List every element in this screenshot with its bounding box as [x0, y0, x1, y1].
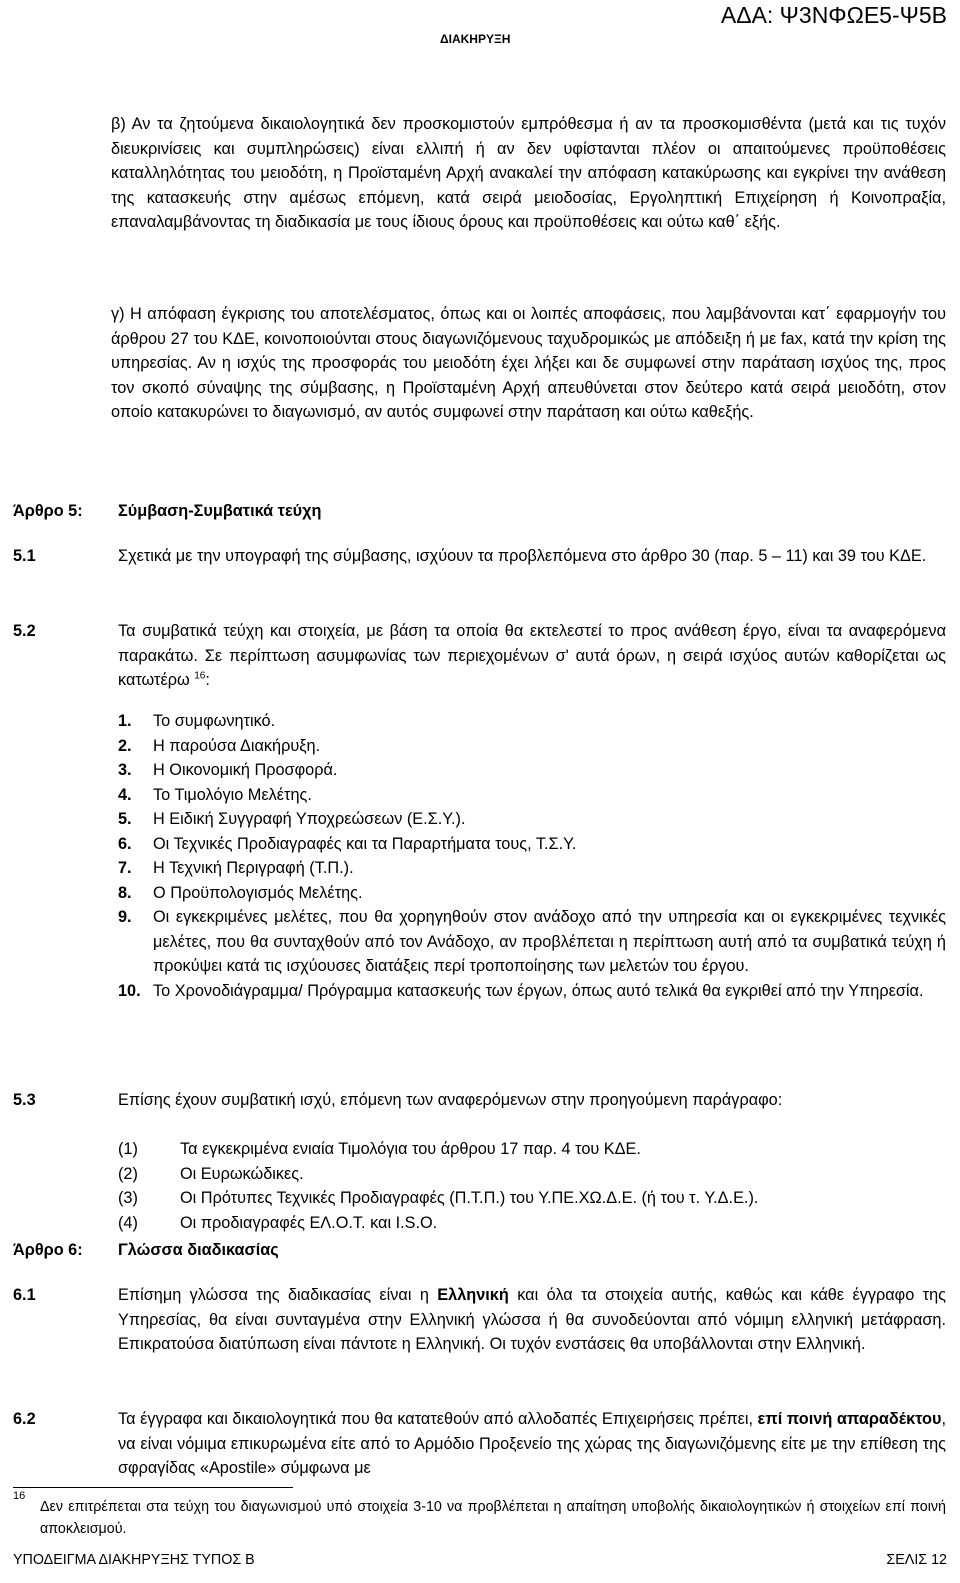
- list-item-number: (1): [118, 1140, 138, 1158]
- list-item: [118, 905, 946, 979]
- list-item-number: 6.: [118, 834, 132, 853]
- section-5-3-number: 5.3: [13, 1091, 36, 1109]
- list-item: [118, 1186, 946, 1211]
- section-6-2-text: [118, 1407, 946, 1481]
- section-5-2-number: 5.2: [13, 622, 36, 640]
- article-6-number: Άρθρο 6:: [13, 1241, 83, 1259]
- contract-documents-list: [118, 709, 946, 1003]
- list-item-text: Οι Πρότυπες Τεχνικές Προδιαγραφές (Π.Τ.Π.) του Υ.ΠΕ.ΧΩ.Δ.Ε. (ή του τ. Υ.Δ.Ε.).: [180, 1189, 759, 1207]
- list-item: [118, 832, 946, 857]
- list-item-number: (4): [118, 1213, 138, 1232]
- section-6-2-part-b: , να είναι νόμιμα επικυρωμένα είτε από το Αρμόδιο Προξενείο της χώρας της διαγωνιζόμενης είτε με την επίθεση της σφραγίδας «Apostile» σύμφωνα με: [118, 1410, 946, 1477]
- list-item: [118, 979, 946, 1004]
- list-item-text: Οι Ευρωκώδικες.: [180, 1164, 304, 1183]
- section-6-2-number: 6.2: [13, 1410, 36, 1428]
- article-5-title: Σύμβαση-Συμβατικά τεύχη: [118, 502, 322, 520]
- footer-document-title: ΥΠΟΔΕΙΓΜΑ ΔΙΑΚΗΡΥΞΗΣ ΤΥΠΟΣ Β: [13, 1552, 255, 1568]
- section-6-1-part-b: και όλα τα στοιχεία αυτής, καθώς και κάθε έγγραφο της Υπηρεσίας, θα είναι συνταγμένα στην Ελληνική γλώσσα ή θα συνοδεύονται από νόμιμη ελληνική μετάφραση. Επικρατούσα διατύπωση είναι πάντοτε η Ελληνική. Οι τυχόν ενστάσεις θα υποβάλλονται στην Ελληνική.: [118, 1286, 946, 1353]
- list-item: [118, 1211, 946, 1236]
- list-item-number: 2.: [118, 736, 132, 755]
- list-item-number: 10.: [118, 981, 141, 1000]
- list-item-number: 4.: [118, 785, 132, 804]
- ada-code: ΑΔΑ: Ψ3ΝΦΩΕ5-Ψ5Β: [720, 2, 947, 28]
- list-item-text: Οι εγκεκριμένες μελέτες, που θα χορηγηθούν στον ανάδοχο από την υπηρεσία και οι εγκεκριμένες τεχνικές μελέτες, που θα συνταχθούν από τον Ανάδοχο, αν προβλέπεται η περίπτωση αυτή από τα συμβατικά τεύχη ή προκύψει κατά τις ισχύουσες διατάξεις περί τροποποίησης των μελετών του έργου.: [153, 908, 946, 975]
- list-item-number: 1.: [118, 712, 132, 730]
- list-item-text: Η Τεχνική Περιγραφή (Τ.Π.).: [153, 859, 354, 877]
- footnote-text: Δεν επιτρέπεται στα τεύχη του διαγωνισμού υπό στοιχεία 3-10 να προβλέπεται η απαίτηση υποβολής δικαιολογητικών ή στοιχείων επί ποινή αποκλεισμού.: [40, 1499, 946, 1537]
- list-item: [118, 881, 946, 906]
- footnote-ref-16[interactable]: 16: [194, 670, 206, 682]
- additional-documents-list: [118, 1137, 946, 1235]
- list-item-number: 9.: [118, 908, 132, 926]
- list-item-text: Οι Τεχνικές Προδιαγραφές και τα Παραρτήματα τους, Τ.Σ.Υ.: [153, 834, 577, 853]
- footnote-divider: [13, 1487, 293, 1488]
- section-5-2-text: [118, 619, 946, 693]
- list-item: [118, 1162, 946, 1187]
- section-5-1-number: 5.1: [13, 547, 36, 565]
- section-6-1-part-a: Επίσημη γλώσσα της διαδικασίας είναι η: [118, 1286, 429, 1304]
- section-5-2-colon: :: [205, 671, 210, 689]
- document-type-label: ΔΙΑΚΗΡΥΞΗ: [440, 32, 511, 46]
- paragraph-c: γ) Η απόφαση έγκρισης του αποτελέσματος, όπως και οι λοιπές αποφάσεις, που λαμβάνονται κατ΄ εφαρμογήν του άρθρου 27 του ΚΔΕ, κοινοποιούνται στους διαγωνιζόμενους ταχυδρομικώς με απόδειξη ή με fax, κατά την κρίση της υπηρεσίας. Αν η ισχύς της προσφοράς του μειοδότη έχει λήξει και δε συμφωνεί στην παράταση ισχύος της, προς τον σκοπό σύναψης της σύμβασης, η Προϊσταμένη Αρχή απευθύνεται στον δεύτερο κατά σειρά μειοδότη, στον οποίο κατακυρώνει το διαγωνισμό, αν αυτός συμφωνεί στην παράταση και ούτω καθεξής.: [111, 305, 946, 421]
- list-item-number: (2): [118, 1164, 138, 1183]
- list-item: [118, 856, 946, 881]
- list-item: [118, 783, 946, 808]
- list-item-text: Το Χρονοδιάγραμμα/ Πρόγραμμα κατασκευής των έργων, όπως αυτό τελικά θα εγκριθεί από την Υπηρεσία.: [153, 981, 924, 1000]
- list-item: [118, 709, 946, 734]
- footnote-marker: 16: [13, 1490, 26, 1502]
- article-6-title: Γλώσσα διαδικασίας: [118, 1241, 279, 1259]
- list-item-text: Η παρούσα Διακήρυξη.: [153, 736, 321, 755]
- list-item-number: 7.: [118, 859, 132, 877]
- section-6-1-text: [118, 1283, 946, 1357]
- list-item-text: Το συμφωνητικό.: [153, 712, 276, 730]
- list-item-text: Τα εγκεκριμένα ενιαία Τιμολόγια του άρθρου 17 παρ. 4 του ΚΔΕ.: [180, 1140, 641, 1158]
- section-5-3-text: Επίσης έχουν συμβατική ισχύ, επόμενη των αναφερόμενων στην προηγούμενη παράγραφο:: [118, 1091, 783, 1109]
- list-item: [118, 758, 946, 783]
- list-item-number: (3): [118, 1189, 138, 1207]
- list-item-text: Το Τιμολόγιο Μελέτης.: [153, 785, 312, 804]
- section-6-1-bold: Ελληνική: [437, 1286, 509, 1304]
- list-item: [118, 734, 946, 759]
- list-item: [118, 1137, 946, 1162]
- article-5-number: Άρθρο 5:: [13, 502, 83, 520]
- list-item-number: 8.: [118, 883, 132, 902]
- section-6-2-part-a: Τα έγγραφα και δικαιολογητικά που θα κατατεθούν από αλλοδαπές Επιχειρήσεις πρέπει,: [118, 1410, 753, 1428]
- list-item-text: Ο Προϋπολογισμός Μελέτης.: [153, 883, 363, 902]
- list-item-number: 5.: [118, 810, 132, 828]
- paragraph-b: β) Αν τα ζητούμενα δικαιολογητικά δεν προσκομιστούν εμπρόθεσμα ή αν τα προσκομισθέντα (μετά και τις τυχόν διευκρινίσεις και συμπληρώσεις) είναι ελλιπή ή αν δεν υφίστανται πλέον οι απαιτούμενες προϋποθέσεις καταλληλότητας του μειοδότη, η Προϊσταμένη Αρχή ανακαλεί την απόφαση κατακύρωσης και εγκρίνει την ανάθεση της κατασκευής στην αμέσως επόμενη, κατά σειρά μειοδοσίας, Εργοληπτική Επιχείρηση ή Κοινοπραξία, επαναλαμβάνοντας τη διαδικασία με τους ίδιους όρους και προϋποθέσεις και ούτω καθ΄ εξής.: [111, 115, 946, 231]
- section-5-1-text: Σχετικά με την υπογραφή της σύμβασης, ισχύουν τα προβλεπόμενα στο άρθρο 30 (παρ. 5 – 11) και 39 του ΚΔΕ.: [118, 547, 927, 565]
- list-item-number: 3.: [118, 761, 132, 779]
- list-item-text: Οι προδιαγραφές ΕΛ.Ο.Τ. και I.S.O.: [180, 1213, 438, 1232]
- list-item-text: Η Οικονομική Προσφορά.: [153, 761, 338, 779]
- list-item: [118, 807, 946, 832]
- section-6-1-number: 6.1: [13, 1286, 36, 1304]
- section-6-2-bold: επί ποινή απαραδέκτου: [757, 1410, 942, 1428]
- list-item-text: Η Ειδική Συγγραφή Υποχρεώσεων (Ε.Σ.Υ.).: [153, 810, 466, 828]
- footer-page-number: ΣΕΛΙΣ 12: [886, 1552, 947, 1568]
- section-5-2-body: Τα συμβατικά τεύχη και στοιχεία, με βάση τα οποία θα εκτελεστεί το προς ανάθεση έργο, είναι τα αναφερόμενα παρακάτω. Σε περίπτωση ασυμφωνίας των περιεχομένων σ' αυτά όρων, η σειρά ισχύος αυτών καθορίζεται ως κατωτέρω: [118, 622, 946, 689]
